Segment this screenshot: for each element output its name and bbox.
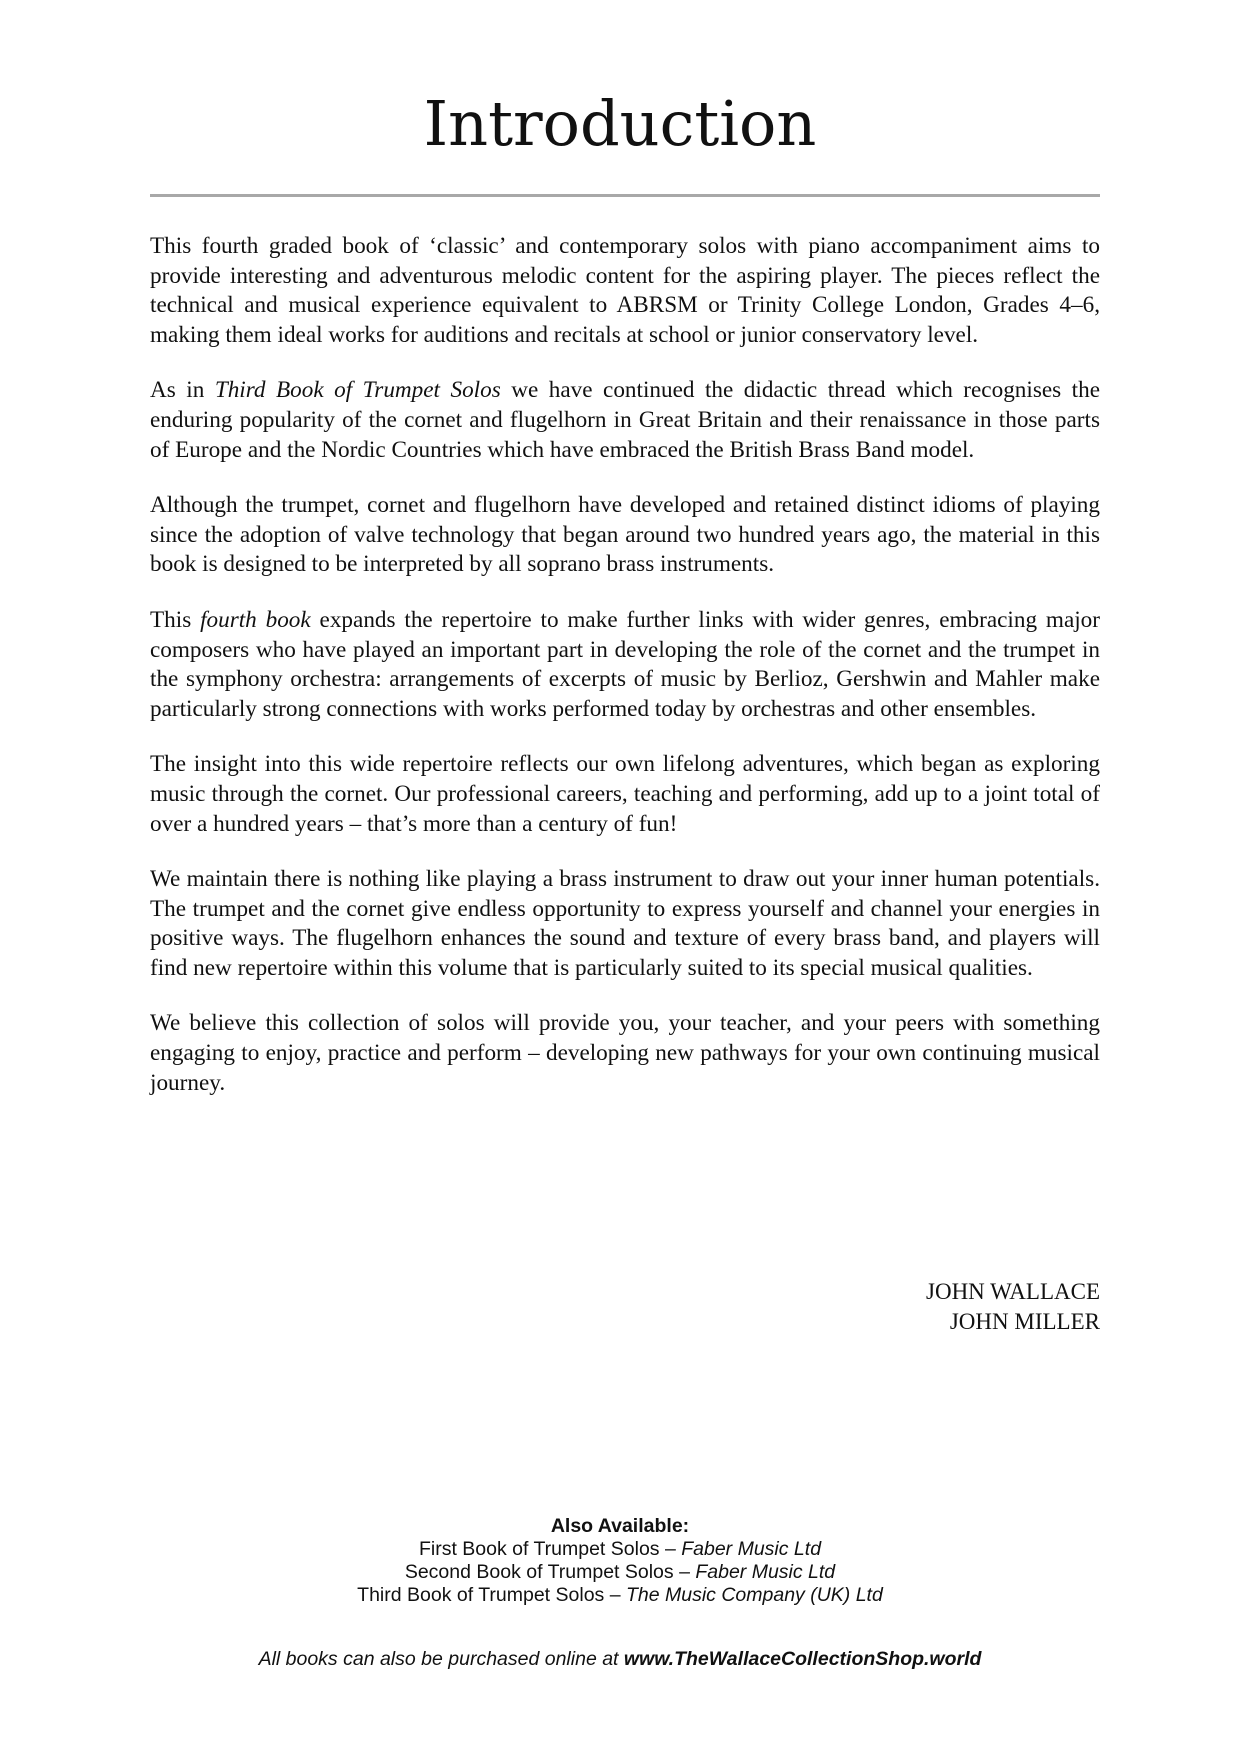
paragraph-3: Although the trumpet, cornet and flugelhorn have developed and retained distinct idioms of playing since the adoption of valve technology that began around two hundred years ago, the material in this book is designed to be interpreted by all soprano brass instruments. (150, 492, 1100, 578)
paragraph-6: We maintain there is nothing like playing a brass instrument to draw out your inner human potentials. The trumpet and the cornet give endless opportunity to express yourself and channel your energies in positive ways. The flugelhorn enhances the sound and texture of every brass band, and players will find new repertoire within this volume that is particularly suited to its special musical qualities. (150, 866, 1100, 981)
publisher-name: Faber Music Ltd (695, 1561, 836, 1583)
book-listing (0, 1538, 1240, 1561)
also-available-heading: Also Available: (550, 1515, 690, 1537)
publisher-name: The Music Company (UK) Ltd (625, 1584, 883, 1606)
author-name: JOHN WALLACE (926, 1279, 1100, 1304)
publisher-name: Faber Music Ltd (681, 1538, 822, 1560)
separator: – (604, 1584, 626, 1606)
introduction-body (150, 232, 1100, 1098)
separator: – (673, 1561, 696, 1583)
book-title-italic: Third Book of Trumpet Solos (214, 377, 501, 404)
paragraph-4-rest: expands the repertoire to make further links with wider genres, embracing major composers who have played an important part in developing the role of the cornet and the trumpet in the symphony orchestra: arrangements of excerpts of music by Berlioz, Gershwin and Mahler make particularly strong connections with works performed today by orchestras and other ensembles. (150, 606, 1100, 722)
paragraph-1: This fourth graded book of ‘classic’ and contemporary solos with piano accompaniment aims to provide interesting and adventurous melodic content for the aspiring player. The pieces reflect the technical and musical experience equivalent to ABRSM or Trinity College London, Grades 4–6, making them ideal works for auditions and recitals at school or junior conservatory level. (150, 233, 1100, 348)
online-note-text: All books can also be purchased online at (258, 1648, 624, 1670)
author-signatures (926, 1277, 1100, 1337)
fourth-book-italic: fourth book (200, 606, 311, 633)
book-listing (0, 1584, 1240, 1607)
book-title: Third Book of Trumpet Solos (357, 1584, 605, 1606)
book-title: First Book of Trumpet Solos (418, 1538, 660, 1560)
page-title: Introduction (423, 87, 817, 160)
shop-url: www.TheWallaceCollectionShop.world (623, 1648, 982, 1670)
paragraph-2 (150, 376, 1100, 465)
paragraph-4 (150, 606, 1100, 724)
paragraph-7: We believe this collection of solos will provide you, your teacher, and your peers with something engaging to enjoy, practice and perform – developing new pathways for your own continuing musical journey. (150, 1010, 1100, 1096)
separator: – (659, 1538, 682, 1560)
also-available-section (0, 1515, 1240, 1607)
paragraph-2-lead: As in (150, 377, 215, 404)
book-listing (0, 1561, 1240, 1584)
author-name: JOHN MILLER (949, 1309, 1100, 1334)
book-title: Second Book of Trumpet Solos (404, 1561, 674, 1583)
title-divider (150, 194, 1100, 197)
online-purchase-note (0, 1647, 1240, 1671)
paragraph-4-lead: This (150, 606, 201, 633)
paragraph-2-rest: we have continued the didactic thread which recognises the enduring popularity of the cornet and flugelhorn in Great Britain and their renaissance in those parts of Europe and the Nordic Countries which have embraced the British Brass Band model. (150, 377, 1100, 463)
paragraph-5: The insight into this wide repertoire reflects our own lifelong adventures, which began as exploring music through the cornet. Our professional careers, teaching and performing, add up to a joint total of over a hundred years – that’s more than a century of fun! (150, 751, 1100, 837)
